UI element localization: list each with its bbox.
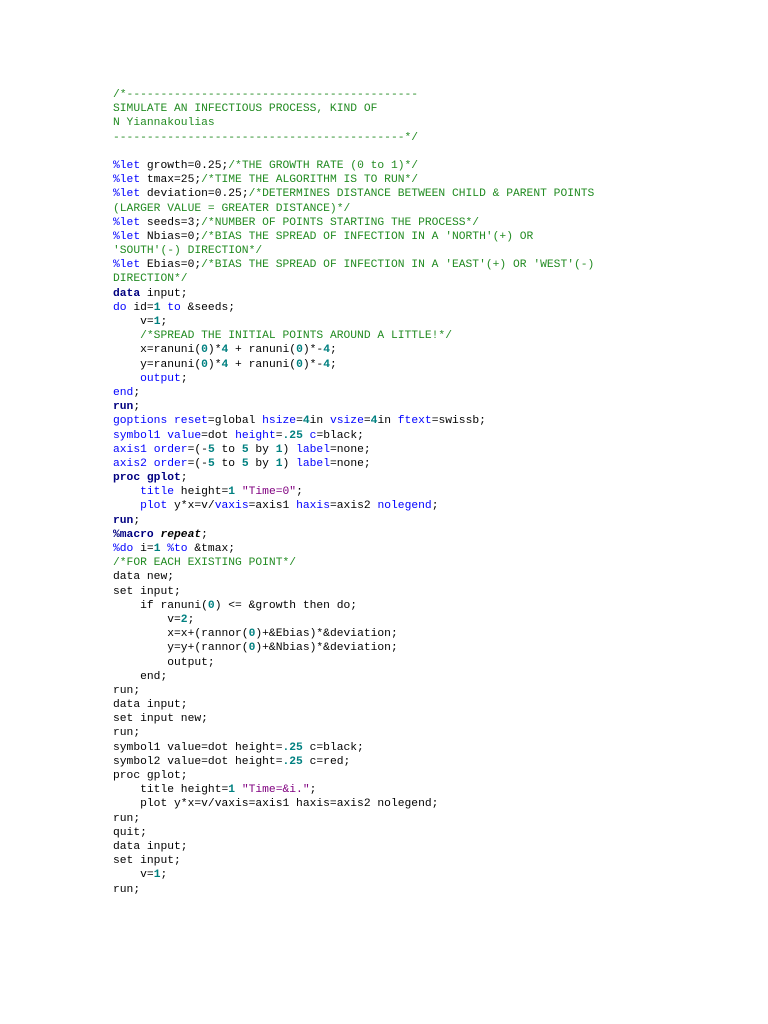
code-keyword: hsize xyxy=(262,415,297,428)
code-line xyxy=(113,528,753,542)
code-text: growth=0.25; xyxy=(140,159,229,172)
code-keyword: c xyxy=(309,429,317,442)
code-number: 1 xyxy=(153,543,161,555)
code-text: run; xyxy=(113,684,141,697)
code-line xyxy=(113,287,753,301)
code-text: ; xyxy=(160,869,168,882)
code-text: =global xyxy=(207,415,263,428)
code-line xyxy=(113,726,753,740)
code-text: c=black; xyxy=(302,741,364,754)
code-number: 5 xyxy=(207,457,215,470)
code-number: 0 xyxy=(296,344,303,357)
code-number: 5 xyxy=(241,443,249,456)
code-keyword: order xyxy=(153,457,188,470)
code-text: symbol2 value=dot height= xyxy=(113,755,283,768)
code-keyword: to xyxy=(167,301,181,314)
code-number: 4 xyxy=(302,415,310,428)
code-number: 5 xyxy=(207,443,215,456)
code-number: 0 xyxy=(248,628,256,641)
code-comment: /*THE GROWTH RATE (0 to 1)*/ xyxy=(228,159,419,172)
code-line xyxy=(113,301,753,315)
code-keyword: %let xyxy=(113,230,141,243)
code-number: 2 xyxy=(180,613,188,626)
code-text xyxy=(235,784,242,796)
code-line xyxy=(113,656,753,670)
code-text: =black; xyxy=(316,429,364,442)
code-keyword: height xyxy=(235,429,276,442)
code-text: run; xyxy=(113,883,141,896)
code-text: ) xyxy=(282,443,297,456)
code-text: =dot xyxy=(201,429,236,442)
code-number: 4 xyxy=(370,415,378,428)
code-text: )+&Ebias)*&deviation; xyxy=(255,628,398,641)
code-text: ; xyxy=(329,358,337,371)
code-text: =axis2 xyxy=(330,500,378,513)
code-text: x=ranuni( xyxy=(113,344,202,357)
code-text: set input new; xyxy=(113,713,208,726)
code-text: ; xyxy=(180,472,188,485)
code-number: 1 xyxy=(153,869,161,882)
code-text: title height= xyxy=(113,784,229,797)
code-keyword: symbol1 xyxy=(113,429,161,442)
code-comment: /*FOR EACH EXISTING POINT*/ xyxy=(113,557,297,570)
code-text: ) xyxy=(282,457,297,470)
code-keyword: %let xyxy=(113,259,141,272)
code-line xyxy=(113,145,753,159)
code-keyword: %to xyxy=(167,543,188,555)
code-line xyxy=(113,883,753,897)
code-text: y=ranuni( xyxy=(113,358,202,371)
code-macro-name: repeat xyxy=(160,528,202,541)
code-line xyxy=(113,712,753,726)
code-keyword: %let xyxy=(113,174,141,187)
code-text: run; xyxy=(113,812,141,825)
code-line xyxy=(113,173,753,187)
code-line xyxy=(113,485,753,499)
code-line xyxy=(113,272,753,286)
code-line xyxy=(113,159,753,173)
code-text: )+&Nbias)*&deviation; xyxy=(255,642,398,655)
code-comment: N Yiannakoulias xyxy=(113,117,215,130)
code-bold-keyword: %macro xyxy=(113,528,154,541)
code-number: 1 xyxy=(228,784,236,797)
code-line xyxy=(113,542,753,556)
code-line xyxy=(113,372,753,386)
code-keyword: goptions xyxy=(113,415,168,428)
code-comment: /*DETERMINES DISTANCE BETWEEN CHILD & PARENT POINTS xyxy=(248,188,595,201)
code-number: 4 xyxy=(221,358,229,371)
code-line xyxy=(113,358,753,372)
code-text xyxy=(113,486,140,498)
code-keyword: title xyxy=(140,486,175,499)
code-line xyxy=(113,783,753,797)
code-keyword: end xyxy=(113,386,134,399)
code-text: in xyxy=(309,415,330,428)
code-keyword: %let xyxy=(113,159,141,172)
code-comment: DIRECTION*/ xyxy=(113,273,188,286)
code-line xyxy=(113,499,753,513)
code-line xyxy=(113,400,753,414)
code-keyword: order xyxy=(153,443,188,456)
code-line xyxy=(113,755,753,769)
code-text: input; xyxy=(140,287,188,300)
code-keyword: axis2 xyxy=(113,457,147,470)
code-line xyxy=(113,187,753,201)
code-keyword: plot xyxy=(140,500,168,513)
code-text: set input; xyxy=(113,855,181,868)
code-comment: /*NUMBER OF POINTS STARTING THE PROCESS*/ xyxy=(201,216,480,229)
code-number: 0 xyxy=(248,642,256,655)
code-keyword: haxis xyxy=(296,500,330,513)
code-text xyxy=(113,373,140,385)
code-text: set input; xyxy=(113,585,181,598)
code-keyword: do xyxy=(113,301,127,314)
code-keyword: %let xyxy=(113,188,141,201)
code-keyword: nolegend xyxy=(377,500,432,513)
code-bold-keyword: run xyxy=(113,514,134,527)
code-line xyxy=(113,443,753,457)
code-text: ; xyxy=(160,316,168,328)
code-text: ; xyxy=(329,344,337,357)
code-text: ; xyxy=(187,613,195,626)
code-text: =swissb; xyxy=(431,415,486,428)
code-text: ; xyxy=(133,514,141,527)
code-text: v= xyxy=(113,869,154,882)
code-text: data input; xyxy=(113,840,188,853)
code-line xyxy=(113,414,753,428)
code-number: .25 xyxy=(282,755,303,768)
code-text: run; xyxy=(113,727,141,740)
code-text: )* xyxy=(207,344,222,357)
code-text: data new; xyxy=(113,571,175,584)
code-line xyxy=(113,627,753,641)
code-text: y=y+(rannor( xyxy=(113,642,249,655)
code-text: data input; xyxy=(113,699,188,712)
code-text: =axis1 xyxy=(248,500,297,513)
code-line xyxy=(113,741,753,755)
code-text: by xyxy=(248,443,276,456)
code-line xyxy=(113,116,753,130)
code-string: "Time=&i." xyxy=(241,784,310,797)
code-text: deviation=0.25; xyxy=(140,188,249,201)
code-text: ; xyxy=(431,500,439,513)
code-keyword: ftext xyxy=(397,415,432,428)
code-text: ; xyxy=(180,372,188,385)
code-text: end; xyxy=(113,670,168,683)
code-keyword: %do xyxy=(113,543,134,555)
code-comment: /*SPREAD THE INITIAL POINTS AROUND A LITTLE!*/ xyxy=(140,330,452,343)
code-line xyxy=(113,258,753,272)
code-text: + ranuni( xyxy=(228,344,297,357)
code-text: by xyxy=(248,457,276,470)
code-number: 0 xyxy=(296,358,303,371)
code-comment: /*------------------------------------------- xyxy=(113,89,419,101)
code-line xyxy=(113,684,753,698)
code-text: if ranuni( xyxy=(113,599,208,612)
code-text: v= xyxy=(113,316,154,328)
code-number: 0 xyxy=(201,344,208,357)
code-keyword: label xyxy=(296,457,330,470)
code-bold-keyword: proc gplot xyxy=(113,472,181,485)
code-text: + ranuni( xyxy=(228,358,297,371)
code-line xyxy=(113,797,753,811)
code-number: 1 xyxy=(153,316,161,328)
code-text: ; xyxy=(201,528,208,541)
code-text: to xyxy=(214,443,242,456)
code-line xyxy=(113,670,753,684)
code-text xyxy=(113,330,140,342)
code-line xyxy=(113,329,753,343)
code-line xyxy=(113,471,753,485)
code-comment: -------------------------------------------*/ xyxy=(113,131,419,144)
code-text: )* xyxy=(207,358,222,371)
code-comment: SIMULATE AN INFECTIOUS PROCESS, KIND OF xyxy=(113,103,378,116)
code-line xyxy=(113,826,753,840)
code-line xyxy=(113,698,753,712)
code-line xyxy=(113,131,753,145)
code-text: &tmax; xyxy=(187,543,236,555)
code-line xyxy=(113,868,753,882)
code-text: )*- xyxy=(302,344,324,357)
code-text: Ebias=0; xyxy=(140,259,202,272)
code-text xyxy=(235,486,242,498)
code-line xyxy=(113,343,753,357)
code-line xyxy=(113,613,753,627)
code-text: quit; xyxy=(113,826,147,839)
code-text: = xyxy=(275,429,283,442)
code-line xyxy=(113,599,753,613)
code-bold-keyword: data xyxy=(113,287,141,300)
code-comment: (LARGER VALUE = GREATER DISTANCE)*/ xyxy=(113,202,351,215)
code-keyword: output xyxy=(140,372,181,385)
code-keyword: label xyxy=(296,443,330,456)
code-text: &seeds; xyxy=(180,301,236,314)
code-line xyxy=(113,230,753,244)
code-text: ; xyxy=(309,784,317,797)
code-text: id= xyxy=(126,301,154,314)
code-line xyxy=(113,514,753,528)
code-line xyxy=(113,840,753,854)
code-keyword: value xyxy=(167,429,202,442)
code-number: .25 xyxy=(282,741,303,754)
code-text: tmax=25; xyxy=(140,174,202,187)
code-number: 4 xyxy=(323,344,330,357)
code-text xyxy=(303,430,310,442)
code-keyword: vaxis xyxy=(214,500,249,513)
code-text: = xyxy=(296,415,303,428)
code-keyword: axis1 xyxy=(113,443,147,456)
code-number: 5 xyxy=(241,457,249,470)
code-text: symbol1 value=dot height= xyxy=(113,741,283,754)
code-text: proc gplot; xyxy=(113,770,188,782)
code-line xyxy=(113,812,753,826)
code-number: 1 xyxy=(275,457,283,470)
code-line xyxy=(113,641,753,655)
code-text: height= xyxy=(174,486,229,499)
code-keyword: vsize xyxy=(329,415,364,428)
code-number: 4 xyxy=(221,344,229,357)
code-text: ; xyxy=(133,386,141,399)
code-line xyxy=(113,570,753,584)
code-text xyxy=(167,415,174,427)
code-line xyxy=(113,854,753,868)
code-text: =none; xyxy=(330,457,371,470)
code-text: in xyxy=(377,415,398,428)
code-text xyxy=(147,458,154,470)
code-text: =(- xyxy=(187,457,208,470)
code-keyword: reset xyxy=(174,415,208,428)
code-text: =(- xyxy=(187,443,208,456)
code-text: x=x+(rannor( xyxy=(113,628,249,641)
code-text: seeds=3; xyxy=(140,216,202,229)
code-text: =none; xyxy=(330,443,371,456)
code-line xyxy=(113,315,753,329)
code-number: 1 xyxy=(275,443,283,456)
code-string: "Time=0" xyxy=(241,486,297,499)
code-text: Nbias=0; xyxy=(140,230,202,243)
code-line xyxy=(113,457,753,471)
code-number: 0 xyxy=(201,358,208,371)
code-line xyxy=(113,429,753,443)
code-line xyxy=(113,216,753,230)
code-line xyxy=(113,585,753,599)
code-line xyxy=(113,386,753,400)
code-number: 1 xyxy=(228,486,236,499)
code-number: 0 xyxy=(207,599,215,612)
code-line xyxy=(113,769,753,783)
code-text: ; xyxy=(296,486,303,499)
code-text: to xyxy=(214,457,242,470)
code-comment: 'SOUTH'(-) DIRECTION*/ xyxy=(113,245,263,258)
code-line xyxy=(113,88,753,102)
code-text: v= xyxy=(113,613,181,626)
code-text: )*- xyxy=(302,358,324,371)
code-line xyxy=(113,556,753,570)
code-number: 1 xyxy=(153,301,161,314)
code-line xyxy=(113,244,753,258)
code-text: i= xyxy=(133,543,154,555)
code-comment: /*TIME THE ALGORITHM IS TO RUN*/ xyxy=(201,174,419,187)
code-text xyxy=(147,444,154,456)
code-comment: /*BIAS THE SPREAD OF INFECTION IN A 'NORTH'(+) OR xyxy=(201,230,534,243)
code-text: y*x=v/ xyxy=(167,500,215,513)
code-document xyxy=(113,88,753,897)
code-line xyxy=(113,102,753,116)
code-bold-keyword: run xyxy=(113,401,134,414)
code-text: c=red; xyxy=(302,755,351,768)
code-line xyxy=(113,202,753,216)
code-text: ; xyxy=(133,401,141,414)
code-number: 4 xyxy=(323,358,330,371)
code-text: plot y*x=v/vaxis=axis1 haxis=axis2 nolegend; xyxy=(113,798,439,811)
code-text: ) <= &growth then do; xyxy=(214,599,358,612)
code-text: output; xyxy=(113,656,215,669)
code-keyword: %let xyxy=(113,216,141,229)
code-text xyxy=(113,500,140,512)
code-comment: /*BIAS THE SPREAD OF INFECTION IN A 'EAST'(+) OR 'WEST'(-) xyxy=(201,259,595,272)
code-number: .25 xyxy=(282,429,303,442)
code-text: = xyxy=(363,415,371,428)
